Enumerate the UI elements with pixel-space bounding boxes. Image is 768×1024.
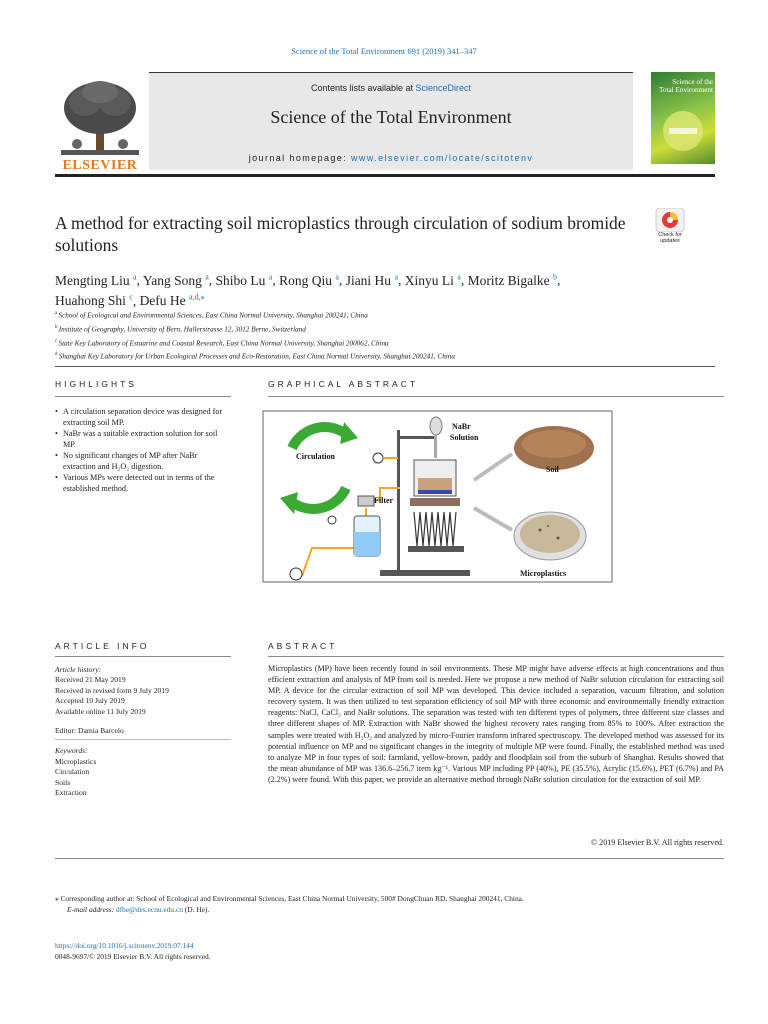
info-divider: [55, 739, 231, 740]
circulation-label: Circulation: [296, 452, 335, 461]
author-affiliation-marker[interactable]: c: [129, 292, 133, 302]
solution-label: Solution: [450, 433, 479, 442]
author-name[interactable]: Huahong Shi $^c$: [55, 292, 133, 308]
abstract-rule: [268, 656, 724, 657]
author-name[interactable]: Rong Qiu $^a$: [279, 272, 339, 288]
elsevier-logo[interactable]: [55, 78, 145, 173]
footnote-text: Corresponding author at: School of Ecological and Environmental Sciences, East China Normal University, 500# DongChuan RD, Shanghai 200241, China.: [60, 894, 524, 903]
highlight-item: • Various MPs were detected out in terms of the established method.: [55, 472, 231, 494]
abstract-text: Microplastics (MP) have been recently found in soil environments. These MP might have adverse effects at high concentrations and thus efficient extraction and analysis of MP from soil is needed. Here we propose a new method of NaBr solution circulation for extracting soil MP. A device for the circular extraction of soil MP was developed. This device included a separation, vacuum filtration, and solution recovery system. It was then utilized to test separation efficiency of soil MP with three economic and environmentally friendly extraction reagents: NaCl, CaCl₂ and NaBr solutions. The separation was tested with ten different types of polymers, three different size classes and three different shapes of MP. Extraction with NaBr showed the highest recovery rates ranging from 85% to 100%. After extraction the samples were treated with H₂O₂ and analyzed by micro-Fourier transform infrared spectroscopy. The developed method was assessed for its potential influence on MP and no significant changes in the integrity of multiple MP were found. Finally, the established method was used to analyze MP in four types of soil: farmland, yellow-brown, paddy and floodplain soil from the suburb of Shanghai. Results showed that the mean abundance of MP was 136.6–256.7 item kg⁻¹. Various MP including PP (40%), PE (35.5%), Acrylic (15.6%), PET (6.7%) and PA (2.2%) were found. With this paper, we provide an alternative method through NaBr solution circulation for the extraction of soil MP.: [268, 664, 724, 784]
affiliation-item: $^c$ State Key Laboratory of Estuarine and Coastal Research, East China Normal University, Shanghai 200062, China: [55, 338, 389, 347]
microplastics-label: Microplastics: [520, 569, 567, 578]
cover-title: Science of the Total Environment: [659, 78, 713, 94]
graphical-abstract-rule: [268, 396, 724, 397]
author-affiliation-marker[interactable]: a: [394, 272, 398, 281]
homepage-prefix: journal homepage:: [248, 153, 351, 163]
highlights-heading: HIGHLIGHTS: [55, 379, 137, 389]
author-affiliation-marker[interactable]: a: [268, 272, 273, 281]
contents-prefix: Contents lists available at: [310, 83, 416, 93]
email-link[interactable]: dfhe@des.ecnu.edu.cn: [116, 905, 183, 914]
history-received: Received 21 May 2019: [55, 675, 126, 685]
journal-header: [55, 72, 715, 176]
keyword: Circulation: [55, 767, 90, 777]
affiliation-item: $^a$ School of Ecological and Environmental Sciences, East China Normal University, Shanghai 200241, China: [55, 311, 368, 320]
author-name[interactable]: Defu He $^{a,d,⁎}$: [139, 292, 205, 308]
highlights-list: [55, 406, 231, 494]
check-updates-label: Check for updates: [658, 232, 682, 244]
filter-label: Filter: [374, 496, 394, 505]
keyword: Microplastics: [55, 756, 97, 766]
check-updates-icon: [652, 208, 688, 232]
graphical-abstract-figure[interactable]: [262, 408, 614, 586]
author-affiliation-marker[interactable]: a: [457, 272, 461, 281]
sciencedirect-link[interactable]: ScienceDirect: [415, 83, 472, 93]
email-suffix: (D. He).: [182, 905, 210, 914]
journal-banner: [149, 72, 633, 170]
elsevier-tree-icon: [55, 78, 145, 158]
corresponding-author-footnote: [55, 893, 715, 915]
highlight-item: • NaBr was a suitable extraction solution for soil MP.: [55, 428, 231, 450]
author-name[interactable]: Moritz Bigalke $^b$: [467, 272, 558, 288]
journal-title[interactable]: Science of the Total Environment: [270, 107, 512, 127]
publisher-name: ELSEVIER: [62, 158, 138, 173]
history-revised: Received in revised form 9 July 2019: [55, 685, 169, 695]
author-name[interactable]: Xinyu Li $^a$: [404, 272, 461, 288]
author-list: Mengting Liu $^a$, Yang Song $^a$, Shibo Lu $^a$, Rong Qiu $^a$, Jiani Hu $^a$, Xinyu Li $^a$, Moritz Bigalke $^b$, Huahong Shi $^c$, Defu He $^{a,d,⁎}$: [55, 272, 561, 308]
journal-reference[interactable]: Science of the Total Environment 691 (2019) 341–347: [291, 46, 477, 56]
author-affiliation-marker[interactable]: b: [553, 272, 558, 281]
author-affiliation-marker[interactable]: a: [205, 272, 209, 281]
copyright-line: © 2019 Elsevier B.V. All rights reserved.: [590, 838, 724, 847]
issn-line: 0048-9697/© 2019 Elsevier B.V. All rights reserved.: [55, 952, 211, 961]
article-info-rule: [55, 656, 231, 657]
history-online: Available online 11 July 2019: [55, 706, 146, 716]
cover-artwork-icon: [659, 106, 707, 156]
highlights-rule: [55, 396, 231, 397]
keyword: Extraction: [55, 788, 87, 798]
affiliation-item: $^b$ Institute of Geography, University of Bern, Hallerstrasse 12, 3012 Berne, Switzerland: [55, 324, 306, 334]
abstract-heading: ABSTRACT: [268, 641, 338, 651]
history-label: Article history:: [55, 665, 102, 674]
author-name[interactable]: Shibo Lu $^a$: [215, 272, 273, 288]
highlight-item: • A circulation separation device was designed for extracting soil MP.: [55, 406, 231, 428]
author-affiliation-marker[interactable]: a: [335, 272, 339, 281]
check-for-updates-button[interactable]: [652, 208, 688, 248]
footnote-star: ⁎: [55, 894, 59, 903]
soil-sample-icon: [514, 426, 594, 470]
author-affiliation-marker[interactable]: a: [133, 272, 137, 281]
article-title: A method for extracting soil microplastics through circulation of sodium bromide solutions: [55, 213, 626, 255]
affiliation-item: $^d$ Shanghai Key Laboratory for Urban Ecological Processes and Eco-Restoration, East China Normal University, Shanghai 200241, China: [55, 352, 455, 361]
contents-line: [149, 83, 633, 93]
keywords-label: Keywords:: [55, 746, 88, 756]
history-accepted: Accepted 10 July 2019: [55, 696, 125, 706]
journal-cover-image[interactable]: [651, 72, 715, 164]
homepage-link[interactable]: www.elsevier.com/locate/scitotenv: [351, 153, 534, 163]
keyword: Soils: [55, 777, 71, 787]
homepage-line: [149, 153, 633, 163]
author-name[interactable]: Yang Song $^a$: [142, 272, 209, 288]
nabr-label: NaBr: [452, 422, 471, 431]
doi-link[interactable]: https://doi.org/10.1016/j.scitotenv.2019.07.144: [55, 941, 194, 950]
affiliation-list: [55, 308, 715, 363]
author-name[interactable]: Jiani Hu $^a$: [345, 272, 398, 288]
article-info: [55, 665, 231, 798]
microplastics-dish-icon: [514, 512, 586, 560]
highlight-item: • No significant changes of MP after NaBr extraction and H₂O₂ digestion.: [55, 450, 231, 472]
graphical-abstract-heading: GRAPHICAL ABSTRACT: [268, 379, 419, 389]
header-divider: [55, 174, 715, 177]
abstract-end-rule: [55, 858, 724, 859]
author-name[interactable]: Mengting Liu $^a$: [55, 272, 137, 288]
editor-line: Editor: Damia Barcelo: [55, 726, 124, 736]
author-affiliation-marker[interactable]: a,d,⁎: [189, 292, 205, 302]
doi-block: [55, 940, 455, 962]
email-label: E-mail address:: [67, 905, 116, 914]
article-info-heading: ARTICLE INFO: [55, 641, 150, 651]
soil-label: Soil: [546, 465, 559, 474]
section-divider: [55, 366, 715, 367]
